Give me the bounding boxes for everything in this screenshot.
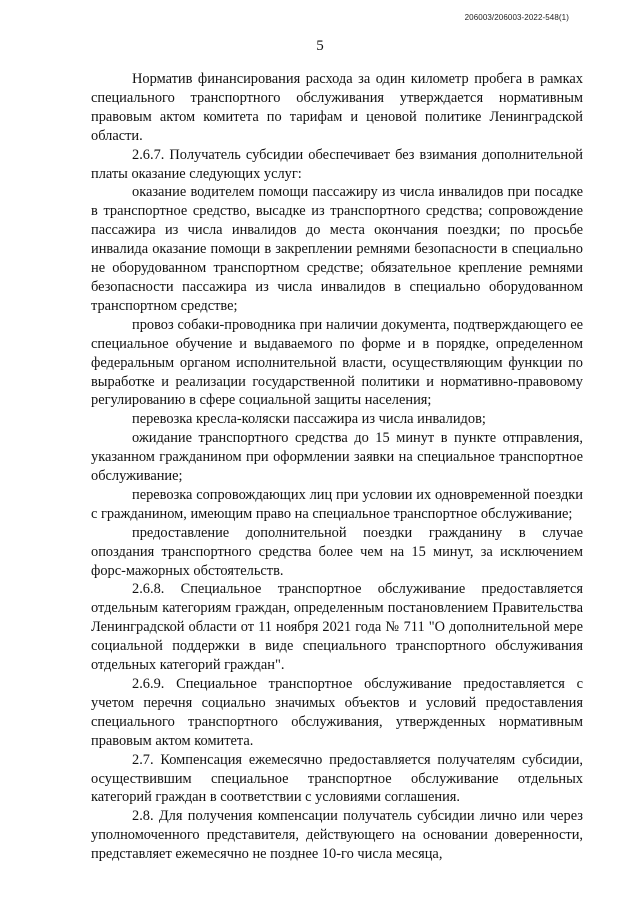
paragraph-wheelchair: перевозка кресла-коляски пассажира из числа инвалидов; [132,411,486,428]
paragraph-financing-norm: Норматив финансирования расхода за один километр пробега в рамках специального транспортного обслуживания утверждается нормативным правовым актом комитета по тарифам и ценовой политике Ленинградской области. [91,71,583,144]
paragraph-2-7: 2.7. Компенсация ежемесячно предоставляется получателям субсидии, осуществившим специальное транспортное обслуживание отдельных категорий граждан в соответствии с условиями соглашения. [91,751,583,806]
paragraph-2-6-9: 2.6.9. Специальное транспортное обслуживание предоставляется с учетом перечня социально значимых объектов и условий предоставления специального транспортного обслуживания, утвержденных нормативным правовым актом комитета. [91,676,583,749]
page-number: 5 [316,38,324,54]
paragraph-driver-assistance: оказание водителем помощи пассажиру из числа инвалидов при посадке в транспортное средство, высадке из транспортного средства; сопровождение пассажира из числа инвалидов до места окончания поездки; по просьбе инвалида оказание помощи в закреплении ремнями безопасности в специально не оборудованном транспортном средстве; обязательное крепление ремнями безопасности пассажира из числа инвалидов в специально оборудованном транспортном средстве; [91,184,583,314]
paragraph-waiting: ожидание транспортного средства до 15 минут в пункте отправления, указанном гражданином при оформлении заявки на специальное транспортное обслуживание; [91,430,583,485]
paragraph-guide-dog: провоз собаки-проводника при наличии документа, подтверждающего ее специальное обучение и выдаваемого по форме и в порядке, определенном федеральным органом исполнительной власти, осуществляющим функции по выработке и реализации государственной политики и нормативно-правовому регулированию в сфере социальной защиты населения; [91,316,583,409]
document-id: 206003/206003-2022-548(1) [464,13,569,22]
paragraph-2-6-7: 2.6.7. Получатель субсидии обеспечивает без взимания дополнительной платы оказание следующих услуг: [91,146,583,182]
paragraph-2-6-8: 2.6.8. Специальное транспортное обслуживание предоставляется отдельным категориям граждан, определенным постановлением Правительства Ленинградской области от 11 ноября 2021 года № 711 "О дополнительной мере социальной поддержки в виде специального транспортного обслуживания отдельных категорий граждан". [91,581,583,674]
document-body [91,70,583,864]
paragraph-2-8: 2.8. Для получения компенсации получатель субсидии лично или через уполномоченного представителя, действующего на основании доверенности, представляет ежемесячно не позднее 10-го числа месяца, [91,808,583,863]
paragraph-extra-trip: предоставление дополнительной поездки гражданину в случае опоздания транспортного средства более чем на 15 минут, за исключением форс-мажорных обстоятельств. [91,524,583,579]
paragraph-accompanying: перевозка сопровождающих лиц при условии их одновременной поездки с гражданином, имеющим право на специальное транспортное обслуживание; [91,486,583,522]
